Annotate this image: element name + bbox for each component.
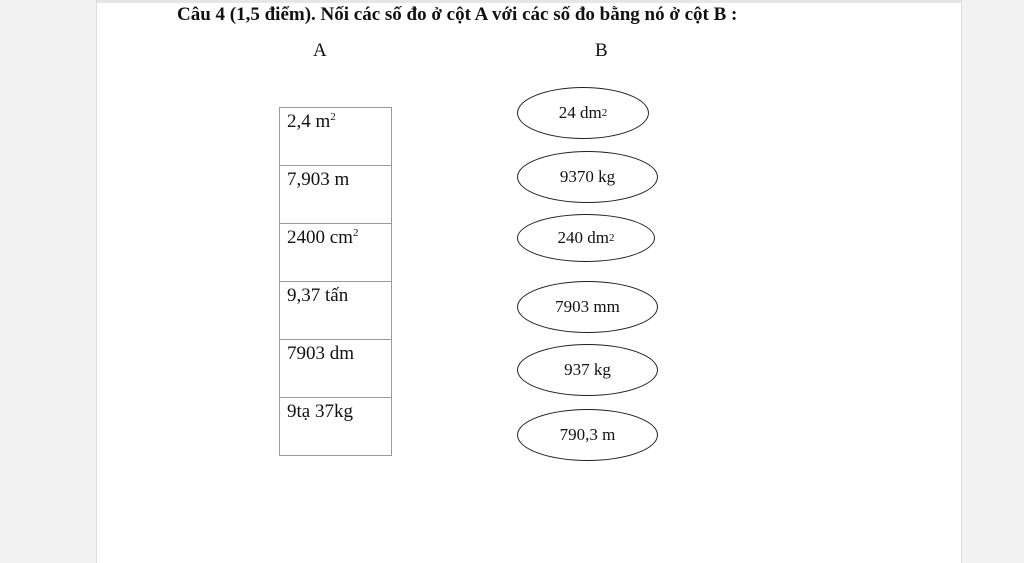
column-a-cell: 9tạ 37kg xyxy=(280,398,391,456)
column-b-oval: 937 kg xyxy=(517,344,658,396)
column-a-header: A xyxy=(313,40,327,61)
column-b-oval: 24 dm 2 xyxy=(517,87,649,139)
column-b-oval: 7903 mm xyxy=(517,281,658,333)
document-page xyxy=(96,0,962,563)
column-b-header: B xyxy=(595,40,608,61)
column-b-oval: 240 dm 2 xyxy=(517,214,655,262)
column-a-cell: 7903 dm xyxy=(280,340,391,398)
question-title: Câu 4 (1,5 điểm). Nối các số đo ở cột A với các số đo bằng nó ở cột B : xyxy=(177,4,738,25)
column-b-oval: 790,3 m xyxy=(517,409,658,461)
column-a-cell: 2,4 $m^2$ xyxy=(280,108,391,166)
column-a-cell: 9,37 tấn xyxy=(280,282,391,340)
column-a-table xyxy=(279,107,392,456)
column-b-oval: 9370 kg xyxy=(517,151,658,203)
column-a-cell: 2400 $cm^2$ xyxy=(280,224,391,282)
page-top-border xyxy=(97,0,961,3)
column-a-cell: 7,903 m xyxy=(280,166,391,224)
